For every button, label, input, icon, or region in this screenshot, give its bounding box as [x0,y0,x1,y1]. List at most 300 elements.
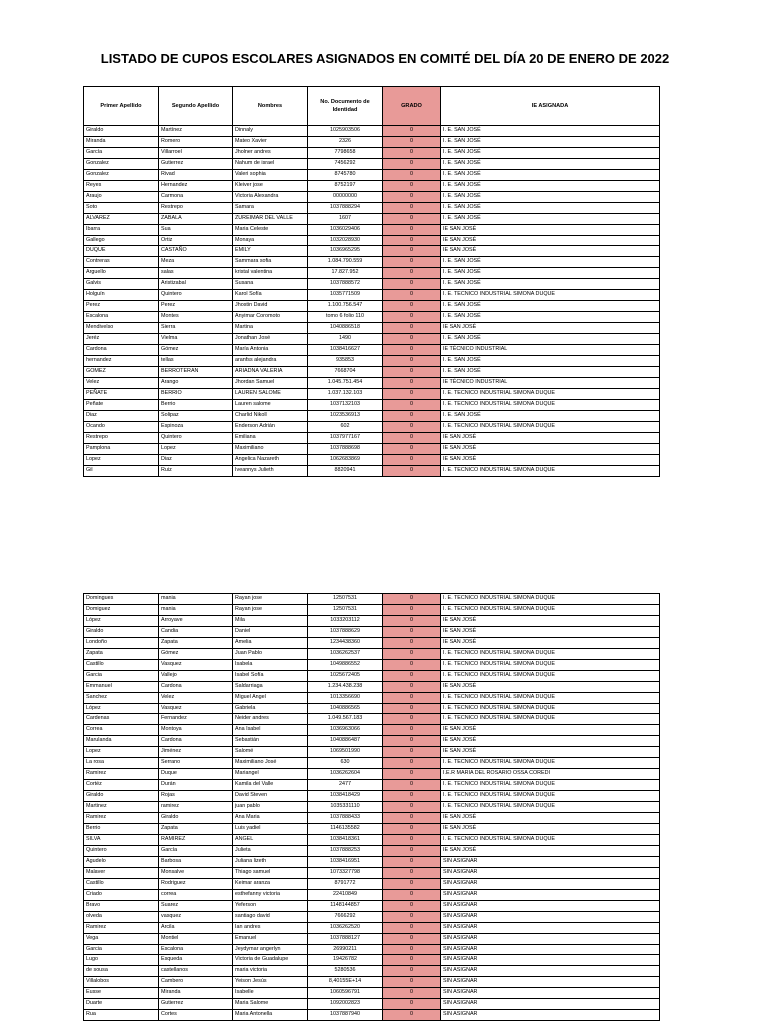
cell-segundo-apellido: Rodriguez [159,878,233,889]
cell-grado: 0 [383,246,441,257]
cell-nombres: Lauren salome [233,399,308,410]
cell-nombres: Luis yadiel [233,824,308,835]
cell-ie-asignada: I. E. TECNICO INDUSTRIAL SIMONA DUQUE [441,421,660,432]
cell-primer-apellido: Escalona [84,312,159,323]
cell-primer-apellido: Holguín [84,290,159,301]
cell-grado: 0 [383,747,441,758]
cell-segundo-apellido: BERRIO [159,388,233,399]
cell-grado: 0 [383,889,441,900]
cell-grado: 0 [383,191,441,202]
cell-nombres: aranfss alejandra [233,356,308,367]
cell-segundo-apellido: Fernandez [159,714,233,725]
cell-primer-apellido: Jeréz [84,334,159,345]
table-row [84,191,660,202]
cell-nombres: Nahum de israel [233,158,308,169]
cell-segundo-apellido: Espinoza [159,421,233,432]
cell-nombres: Isabelle [233,988,308,999]
table-row [84,802,660,813]
table-row [84,158,660,169]
table-row [84,758,660,769]
table-row [84,290,660,301]
cell-segundo-apellido: Hernandez [159,180,233,191]
cell-nombres: Kamila del Valle [233,780,308,791]
cell-primer-apellido: Restrepo [84,432,159,443]
cell-grado: 0 [383,900,441,911]
table-row [84,454,660,465]
cell-ie-asignada: IE SAN JOSÉ [441,824,660,835]
cell-segundo-apellido: correa [159,889,233,900]
cell-primer-apellido: Duarte [84,999,159,1010]
table-row [84,747,660,758]
cell-grado: 0 [383,845,441,856]
cell-grado: 0 [383,443,441,454]
cell-primer-apellido: Gil [84,465,159,476]
cell-grado: 0 [383,224,441,235]
cell-primer-apellido: Miranda [84,136,159,147]
cell-ie-asignada: I. E. TECNICO INDUSTRIAL SIMONA DUQUE [441,465,660,476]
cell-segundo-apellido: ZABALA [159,213,233,224]
cell-ie-asignada: I. E. TECNICO INDUSTRIAL SIMONA DUQUE [441,834,660,845]
cell-segundo-apellido: castellanos [159,966,233,977]
cell-documento: 7798658 [308,147,383,158]
cell-primer-apellido: olveda [84,911,159,922]
cell-grado: 0 [383,758,441,769]
table-row [84,692,660,703]
cell-segundo-apellido: García [159,845,233,856]
table-row [84,911,660,922]
cell-ie-asignada: I. E. TECNICO INDUSTRIAL SIMONA DUQUE [441,802,660,813]
cell-ie-asignada: I. E. TECNICO INDUSTRIAL SIMONA DUQUE [441,399,660,410]
cell-documento: 1040886565 [308,703,383,714]
table-row [84,334,660,345]
table-row [84,648,660,659]
cell-primer-apellido: Martinez [84,802,159,813]
cell-documento: tomo 6 folio 110 [308,312,383,323]
cell-documento: 1037888629 [308,626,383,637]
table-header-row [84,87,660,126]
cell-documento: 1038416951 [308,856,383,867]
cell-documento: 1037887940 [308,1010,383,1021]
cell-primer-apellido: Gonzalez [84,169,159,180]
cell-nombres: Jhordan Samuel [233,377,308,388]
cell-grado: 0 [383,147,441,158]
cell-documento: 1234438360 [308,637,383,648]
cell-nombres: Neider andres [233,714,308,725]
cell-segundo-apellido: CASTAÑO [159,246,233,257]
cell-segundo-apellido: Montes [159,312,233,323]
cell-documento: 2326 [308,136,383,147]
cell-primer-apellido: López [84,615,159,626]
cell-nombres: Iveannys Julieth [233,465,308,476]
cell-primer-apellido: hernandez [84,356,159,367]
cell-documento: 1038418429 [308,791,383,802]
cell-primer-apellido: Giraldo [84,126,159,137]
table-row [84,681,660,692]
cell-documento: 1038416627 [308,345,383,356]
cell-segundo-apellido: Vasquez [159,703,233,714]
table-row [84,180,660,191]
cell-documento: 1037888433 [308,813,383,824]
cell-primer-apellido: Agudelo [84,856,159,867]
cell-primer-apellido: Ramirez [84,769,159,780]
cell-primer-apellido: GOMEZ [84,366,159,377]
cell-ie-asignada: SIN ASIGNAR [441,944,660,955]
cell-ie-asignada: IE SAN JOSÉ [441,747,660,758]
cell-ie-asignada: I. E. TECNICO INDUSTRIAL SIMONA DUQUE [441,594,660,605]
table-row [84,410,660,421]
cell-ie-asignada: I. E. SAN JOSÉ [441,410,660,421]
cell-ie-asignada: IE SAN JOSÉ [441,432,660,443]
cell-documento: 8745780 [308,169,383,180]
cell-segundo-apellido: Quintero [159,432,233,443]
cell-ie-asignada: IE SAN JOSÉ [441,736,660,747]
cell-documento: 26990211 [308,944,383,955]
cell-primer-apellido: DUQUE [84,246,159,257]
cell-grado: 0 [383,834,441,845]
cell-primer-apellido: Cardona [84,345,159,356]
cell-documento: 1036262604 [308,769,383,780]
cell-segundo-apellido: Gutierrez [159,999,233,1010]
cell-ie-asignada: I. E. TECNICO INDUSTRIAL SIMONA DUQUE [441,290,660,301]
cell-primer-apellido: Correa [84,725,159,736]
cell-segundo-apellido: ramirez [159,802,233,813]
cell-nombres: Emanuel [233,933,308,944]
cell-primer-apellido: Garcia [84,670,159,681]
cell-nombres: Dinnaly [233,126,308,137]
table-row [84,388,660,399]
cell-documento: 5280536 [308,966,383,977]
cell-ie-asignada: I. E. TECNICO INDUSTRIAL SIMONA DUQUE [441,692,660,703]
cell-primer-apellido: Pamplona [84,443,159,454]
table-row [84,878,660,889]
cell-segundo-apellido: Vielma [159,334,233,345]
cell-primer-apellido: La rosa [84,758,159,769]
table-row [84,399,660,410]
cell-nombres: Saldarriaga [233,681,308,692]
table-2-body [84,594,660,1021]
cell-grado: 0 [383,1010,441,1021]
table-row [84,714,660,725]
cell-grado: 0 [383,377,441,388]
cell-segundo-apellido: Lopez [159,443,233,454]
cell-segundo-apellido: Berrio [159,399,233,410]
cell-primer-apellido: Ramirez [84,922,159,933]
cell-primer-apellido: Cardenas [84,714,159,725]
cell-documento: 935853 [308,356,383,367]
cell-segundo-apellido: Martínez [159,126,233,137]
cell-grado: 0 [383,169,441,180]
table-row [84,136,660,147]
cell-segundo-apellido: Velez [159,692,233,703]
table-row [84,169,660,180]
cell-segundo-apellido: Ruiz [159,465,233,476]
cell-documento: 1033203112 [308,615,383,626]
cell-primer-apellido: Zapata [84,648,159,659]
cell-nombres: EMILY [233,246,308,257]
assignment-table-2 [83,593,660,1021]
table-row [84,845,660,856]
cell-grado: 0 [383,637,441,648]
cell-documento: 2477 [308,780,383,791]
cell-primer-apellido: García [84,147,159,158]
cell-primer-apellido: Castillo [84,659,159,670]
cell-segundo-apellido: Restrepo [159,202,233,213]
table-row [84,126,660,137]
cell-nombres: Maximiliano [233,443,308,454]
cell-segundo-apellido: mania [159,594,233,605]
cell-grado: 0 [383,648,441,659]
cell-nombres: Juliana lizeth [233,856,308,867]
table-row [84,246,660,257]
cell-segundo-apellido: salas [159,268,233,279]
cell-primer-apellido: Emmanuel [84,681,159,692]
cell-primer-apellido: Berrio [84,824,159,835]
cell-primer-apellido: Marulanda [84,736,159,747]
cell-grado: 0 [383,856,441,867]
cell-primer-apellido: Velez [84,377,159,388]
cell-primer-apellido: López [84,703,159,714]
cell-primer-apellido: Malaver [84,867,159,878]
cell-primer-apellido: Cortéz [84,780,159,791]
cell-nombres: Mila [233,615,308,626]
cell-documento: 602 [308,421,383,432]
table-row [84,147,660,158]
cell-documento: 1040886518 [308,323,383,334]
cell-primer-apellido: Araujo [84,191,159,202]
cell-nombres: Karol Sofía [233,290,308,301]
table-row [84,977,660,988]
header-documento: No. Documento de Identidad [308,87,383,126]
page-title: LISTADO DE CUPOS ESCOLARES ASIGNADOS EN COMITÉ DEL DÍA 20 DE ENERO DE 2022 [100,51,670,66]
cell-grado: 0 [383,290,441,301]
table-row [84,966,660,977]
cell-ie-asignada: I. E. TECNICO INDUSTRIAL SIMONA DUQUE [441,648,660,659]
cell-grado: 0 [383,878,441,889]
cell-documento: 1013356690 [308,692,383,703]
cell-primer-apellido: Galvis [84,279,159,290]
cell-nombres: Sebastián [233,736,308,747]
cell-grado: 0 [383,791,441,802]
cell-documento: 1037888253 [308,845,383,856]
table-row [84,780,660,791]
cell-grado: 0 [383,933,441,944]
cell-ie-asignada: SIN ASIGNAR [441,867,660,878]
cell-nombres: Yeison Jesús [233,977,308,988]
cell-grado: 0 [383,213,441,224]
table-row [84,366,660,377]
cell-documento: 1.100.756.547 [308,301,383,312]
cell-primer-apellido: Giraldo [84,791,159,802]
cell-nombres: Jholner andres [233,147,308,158]
cell-grado: 0 [383,670,441,681]
cell-ie-asignada: SIN ASIGNAR [441,966,660,977]
cell-grado: 0 [383,604,441,615]
cell-grado: 0 [383,126,441,137]
cell-primer-apellido: PEÑATE [84,388,159,399]
cell-grado: 0 [383,780,441,791]
cell-grado: 0 [383,268,441,279]
cell-segundo-apellido: Vallejo [159,670,233,681]
cell-grado: 0 [383,659,441,670]
table-row [84,268,660,279]
cell-ie-asignada: I.E.R MARIA DEL ROSARIO OSSA COREDI [441,769,660,780]
cell-segundo-apellido: Jiménez [159,747,233,758]
table-row [84,933,660,944]
cell-ie-asignada: I. E. SAN JOSÉ [441,180,660,191]
cell-ie-asignada: I. E. TECNICO INDUSTRIAL SIMONA DUQUE [441,758,660,769]
cell-nombres: Charlid Nikoll [233,410,308,421]
cell-segundo-apellido: Solipaz [159,410,233,421]
cell-documento: 1060596791 [308,988,383,999]
table-row [84,922,660,933]
cell-grado: 0 [383,301,441,312]
cell-documento: 1038418361 [308,834,383,845]
cell-primer-apellido: Lopez [84,454,159,465]
cell-segundo-apellido: Carmona [159,191,233,202]
cell-ie-asignada: IE SAN JOSÉ [441,224,660,235]
cell-ie-asignada: I. E. TECNICO INDUSTRIAL SIMONA DUQUE [441,714,660,725]
cell-segundo-apellido: Zapata [159,637,233,648]
cell-primer-apellido: Lopez [84,747,159,758]
cell-grado: 0 [383,736,441,747]
cell-grado: 0 [383,202,441,213]
cell-grado: 0 [383,999,441,1010]
cell-ie-asignada: SIN ASIGNAR [441,977,660,988]
cell-primer-apellido: Criado [84,889,159,900]
cell-documento: 8,40155E+14 [308,977,383,988]
cell-documento: 22410849 [308,889,383,900]
cell-segundo-apellido: Romero [159,136,233,147]
cell-grado: 0 [383,410,441,421]
cell-grado: 0 [383,323,441,334]
cell-primer-apellido: Londoño [84,637,159,648]
cell-primer-apellido: Vega [84,933,159,944]
cell-nombres: Salomé [233,747,308,758]
cell-nombres: esthefanny victoria [233,889,308,900]
cell-ie-asignada: IE SAN JOSÉ [441,323,660,334]
cell-segundo-apellido: Sua [159,224,233,235]
cell-primer-apellido: Giraldo [84,626,159,637]
cell-segundo-apellido: Zapata [159,824,233,835]
cell-documento: 7456292 [308,158,383,169]
cell-nombres: Thiago samuel [233,867,308,878]
cell-ie-asignada: I. E. SAN JOSÉ [441,356,660,367]
cell-segundo-apellido: Vasquez [159,659,233,670]
cell-segundo-apellido: Cambero [159,977,233,988]
cell-ie-asignada: IE SAN JOSÉ [441,813,660,824]
cell-nombres: LAUREN SALOME [233,388,308,399]
cell-primer-apellido: Domingues [84,594,159,605]
cell-grado: 0 [383,399,441,410]
table-row [84,900,660,911]
table-row [84,988,660,999]
cell-segundo-apellido: Perez [159,301,233,312]
cell-documento: 8752197 [308,180,383,191]
table-row [84,791,660,802]
cell-primer-apellido: Perez [84,301,159,312]
cell-documento: 1092002823 [308,999,383,1010]
cell-nombres: Enderson Adrián [233,421,308,432]
cell-ie-asignada: I. E. TECNICO INDUSTRIAL SIMONA DUQUE [441,780,660,791]
cell-grado: 0 [383,988,441,999]
header-grado: GRADO [383,87,441,126]
table-row [84,594,660,605]
cell-segundo-apellido: Gutierrez [159,158,233,169]
cell-grado: 0 [383,824,441,835]
cell-ie-asignada: I. E. SAN JOSÉ [441,213,660,224]
cell-documento: 1025903506 [308,126,383,137]
cell-documento: 1036029406 [308,224,383,235]
cell-grado: 0 [383,356,441,367]
table-row [84,889,660,900]
cell-nombres: Jonathan José [233,334,308,345]
cell-ie-asignada: SIN ASIGNAR [441,999,660,1010]
table-row [84,235,660,246]
cell-documento: 1025672405 [308,670,383,681]
cell-primer-apellido: Bravo [84,900,159,911]
cell-segundo-apellido: Candia [159,626,233,637]
cell-nombres: ARIADNA VALERIA [233,366,308,377]
cell-documento: 1.234.438.238 [308,681,383,692]
cell-ie-asignada: IE SAN JOSÉ [441,246,660,257]
cell-segundo-apellido: vasquez [159,911,233,922]
cell-documento: 1023536913 [308,410,383,421]
cell-grado: 0 [383,388,441,399]
cell-ie-asignada: SIN ASIGNAR [441,955,660,966]
cell-ie-asignada: IE TÉCNICO INDUSTRIAL [441,345,660,356]
cell-documento: 1035771509 [308,290,383,301]
cell-segundo-apellido: Rivad [159,169,233,180]
cell-grado: 0 [383,312,441,323]
cell-segundo-apellido: Montiel [159,933,233,944]
cell-documento: 1037888698 [308,443,383,454]
table-row [84,377,660,388]
cell-grado: 0 [383,703,441,714]
table-row [84,301,660,312]
cell-primer-apellido: Gonzalez [84,158,159,169]
cell-nombres: Ana Isabel [233,725,308,736]
cell-segundo-apellido: Giraldo [159,813,233,824]
cell-ie-asignada: IE SAN JOSÉ [441,626,660,637]
cell-nombres: Jhostin David [233,301,308,312]
cell-segundo-apellido: Serrano [159,758,233,769]
cell-grado: 0 [383,769,441,780]
cell-ie-asignada: SIN ASIGNAR [441,856,660,867]
cell-ie-asignada: SIN ASIGNAR [441,922,660,933]
cell-ie-asignada: I. E. SAN JOSÉ [441,279,660,290]
cell-ie-asignada: IE SAN JOSÉ [441,681,660,692]
cell-documento: 12507531 [308,604,383,615]
cell-segundo-apellido: Meza [159,257,233,268]
cell-segundo-apellido: Gómez [159,345,233,356]
cell-grado: 0 [383,366,441,377]
cell-nombres: Mateo Xavier [233,136,308,147]
cell-documento: 1490 [308,334,383,345]
cell-documento: 8791772 [308,878,383,889]
cell-ie-asignada: IE SAN JOSÉ [441,637,660,648]
cell-ie-asignada: I. E. SAN JOSÉ [441,334,660,345]
cell-ie-asignada: SIN ASIGNAR [441,889,660,900]
cell-grado: 0 [383,432,441,443]
cell-segundo-apellido: Cortes [159,1010,233,1021]
table-row [84,834,660,845]
cell-grado: 0 [383,977,441,988]
cell-primer-apellido: Soto [84,202,159,213]
cell-nombres: Rayan jose [233,594,308,605]
cell-documento: 1.049.567.183 [308,714,383,725]
cell-segundo-apellido: Escalona [159,944,233,955]
table-row [84,769,660,780]
